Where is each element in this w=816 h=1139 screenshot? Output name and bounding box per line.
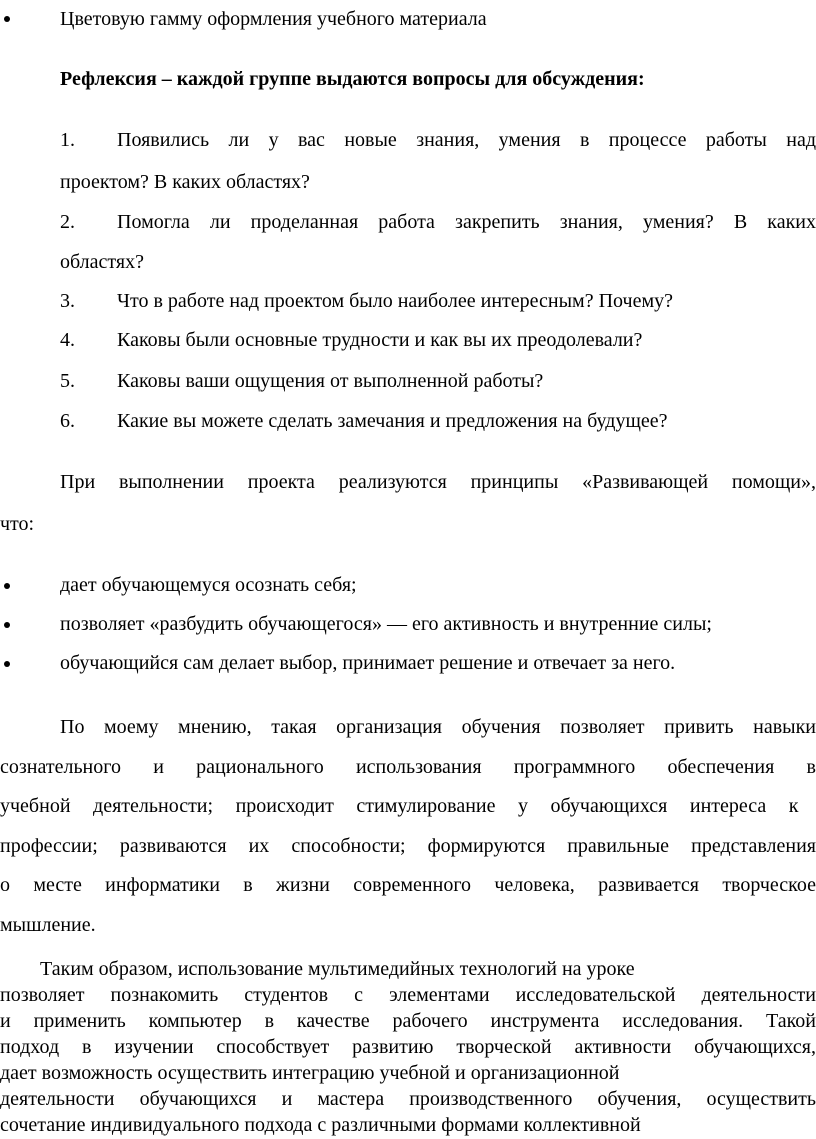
reflection-heading: Рефлексия – каждой группе выдаются вопросы для обсуждения: (60, 68, 645, 90)
conclusion-line: и применить компьютер в качестве рабочего инструмента исследования. Такой (0, 1010, 816, 1032)
question-text-cont: областях? (60, 251, 144, 273)
opinion-line: профессии; развиваются их способности; формируются правильные представления (0, 835, 816, 857)
principles-intro: При выполнении проекта реализуются принципы «Развивающей помощи», (60, 471, 816, 493)
question-text: Помогла ли проделанная работа закрепить знания, умения? В каких (117, 211, 816, 233)
opinion-line: о месте информатики в жизни современного человека, развивается творческое (0, 874, 816, 896)
bullet-icon (4, 661, 10, 667)
opinion-line: По моему мнению, такая организация обучения позволяет привить навыки (60, 716, 816, 738)
opinion-line: мышление. (0, 914, 96, 936)
question-text: Каковы были основные трудности и как вы их преодолевали? (117, 329, 643, 351)
conclusion-line: Таким образом, использование мультимедийных технологий на уроке (40, 958, 635, 980)
question-text: Что в работе над проектом было наиболее интересным? Почему? (117, 290, 673, 312)
conclusion-line: сочетание индивидуального подхода с различными формами коллективной (0, 1114, 641, 1136)
bullet-icon (4, 16, 10, 22)
conclusion-line: позволяет познакомить студентов с элементами исследовательской деятельности (0, 984, 816, 1006)
top-bullet-text: Цветовую гамму оформления учебного материала (60, 8, 487, 30)
question-text: Появились ли у вас новые знания, умения в процессе работы над (117, 129, 816, 151)
question-number: 2. (60, 211, 75, 233)
bullet-icon (4, 622, 10, 628)
opinion-line: сознательного и рационального использования программного обеспечения в (0, 756, 816, 778)
conclusion-line: подход в изучении способствует развитию творческой активности обучающихся, (0, 1036, 816, 1058)
question-text-cont: проектом? В каких областях? (60, 171, 310, 193)
opinion-line: учебной деятельности; происходит стимулирование у обучающихся интереса к (0, 795, 799, 817)
question-text: Какие вы можете сделать замечания и предложения на будущее? (117, 410, 668, 432)
principle-item: позволяет «разбудить обучающегося» — его активность и внутренние силы; (60, 613, 712, 635)
principles-intro-cont: что: (0, 513, 35, 535)
question-number: 5. (60, 370, 75, 392)
question-number: 3. (60, 290, 75, 312)
principle-item: дает обучающемуся осознать себя; (60, 574, 357, 596)
question-text: Каковы ваши ощущения от выполненной работы? (117, 370, 544, 392)
question-number: 1. (60, 129, 75, 151)
question-number: 4. (60, 329, 75, 351)
conclusion-line: дает возможность осуществить интеграцию учебной и организационной (0, 1062, 620, 1084)
bullet-icon (4, 583, 10, 589)
question-number: 6. (60, 410, 75, 432)
conclusion-line: деятельности обучающихся и мастера производственного обучения, осуществить (0, 1088, 816, 1110)
principle-item: обучающийся сам делает выбор, принимает решение и отвечает за него. (60, 652, 676, 674)
